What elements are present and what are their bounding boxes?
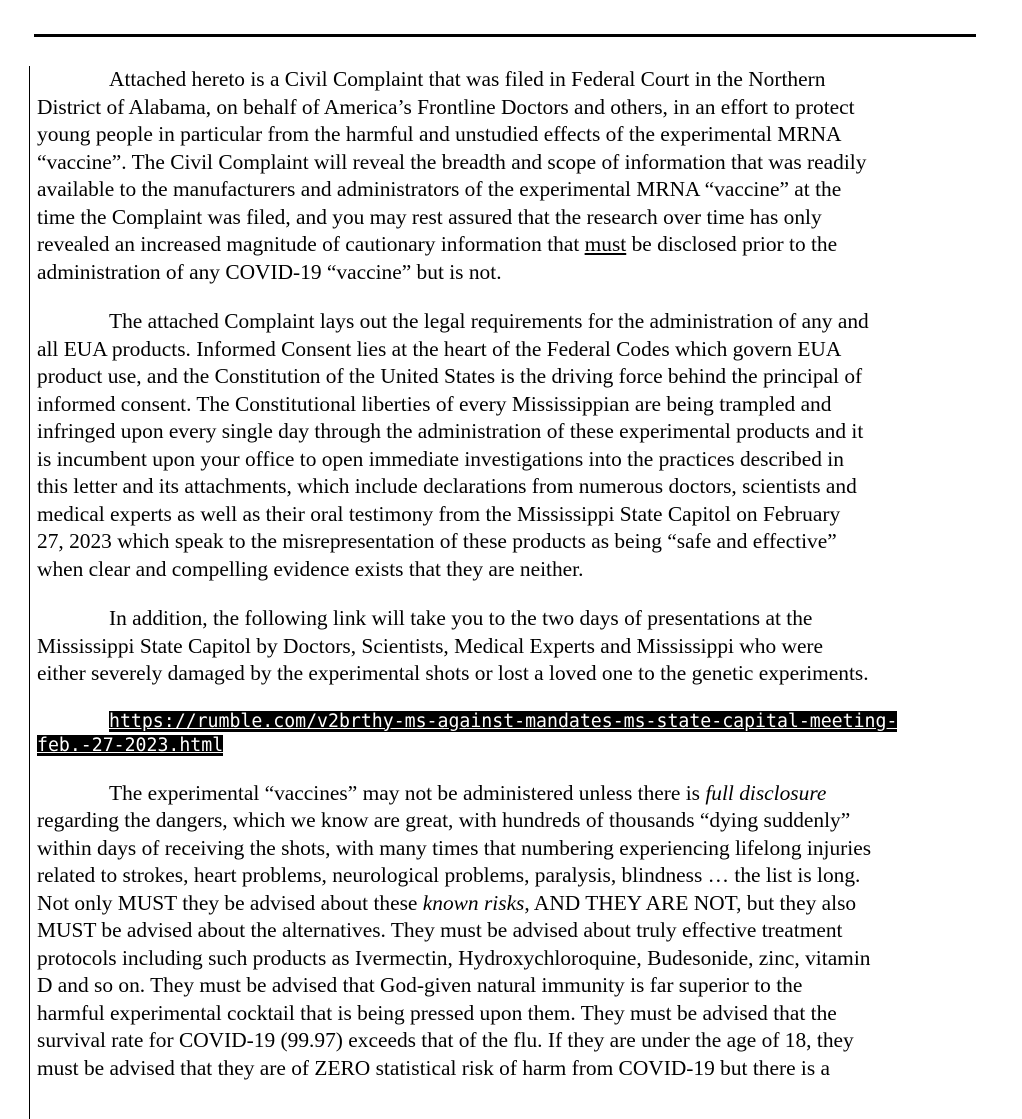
paragraph-4-line-10: survival rate for COVID-19 (99.97) exceeds that of the flu. If they are under the age of 18, they — [37, 1028, 854, 1052]
rumble-link-line-1[interactable] — [37, 710, 997, 734]
paragraph-2-line-2: all EUA products. Informed Consent lies at the heart of the Federal Codes which govern EUA — [37, 336, 842, 361]
paragraph-2 — [37, 308, 997, 583]
paragraph-2-line-7: this letter and its attachments, which include declarations from numerous doctors, scientists and — [37, 474, 857, 498]
paragraph-4-line-4: related to strokes, heart problems, neurological problems, paralysis, blindness … the list is long. — [37, 863, 861, 887]
underlined-must: must — [584, 232, 627, 256]
rumble-link-block — [37, 710, 997, 758]
paragraph-3-line-1: In addition, the following link will take you to the two days of presentations at the — [109, 606, 813, 630]
paragraph-4-line-9: harmful experimental cocktail that is being pressed upon them. They must be advised that the — [37, 1000, 837, 1025]
paragraph-4 — [37, 780, 997, 1083]
paragraph-2-line-5: infringed upon every single day through the administration of these experimental products and it — [37, 419, 864, 443]
paragraph-3 — [37, 605, 997, 688]
rumble-link-part-2[interactable]: feb.-27-2023.html — [37, 734, 224, 756]
paragraph-1-line-8: administration of any COVID-19 “vaccine” but is not. — [37, 259, 502, 284]
paragraph-2-line-3: product use, and the Constitution of the United States is the driving force behind the principal of — [37, 364, 863, 388]
paragraph-2-line-8: medical experts as well as their oral testimony from the Mississippi State Capitol on February — [37, 501, 841, 526]
paragraph-4-line-7: protocols including such products as Ivermectin, Hydroxychloroquine, Budesonide, zinc, vitamin — [37, 945, 871, 970]
paragraph-1-line-5: available to the manufacturers and administrators of the experimental MRNA “vaccine” at the — [37, 177, 842, 201]
letter-body — [37, 66, 997, 1082]
paragraph-2-line-10: when clear and compelling evidence exists that they are neither. — [37, 556, 584, 581]
italic-full-disclosure: full disclosure — [705, 780, 827, 805]
top-horizontal-rule — [34, 34, 976, 37]
rumble-link-line-2[interactable] — [37, 734, 997, 758]
paragraph-4-line-3: within days of receiving the shots, with many times that numbering experiencing lifelong injuries — [37, 835, 872, 860]
paragraph-1-line-4: “vaccine”. The Civil Complaint will reveal the breadth and scope of information that was readily — [37, 149, 867, 174]
paragraph-2-line-4: informed consent. The Constitutional liberties of every Mississippian are being trampled and — [37, 391, 832, 416]
paragraph-1 — [37, 66, 997, 286]
paragraph-4-line-11: must be advised that they are of ZERO statistical risk of harm from COVID-19 but there is a — [37, 1055, 831, 1080]
paragraph-2-line-1: The attached Complaint lays out the legal requirements for the administration of any and — [109, 309, 869, 333]
paragraph-4-line-5: Not only MUST they be advised about these known risks, AND THEY ARE NOT, but they also — [37, 890, 857, 915]
rumble-link-part-1[interactable]: https://rumble.com/v2brthy-ms-against-mandates-ms-state-capital-meeting- — [109, 710, 898, 732]
paragraph-1-line-1: Attached hereto is a Civil Complaint that was filed in Federal Court in the Northern — [109, 67, 826, 91]
paragraph-4-line-1: The experimental “vaccines” may not be administered unless there is full disclosure — [109, 780, 827, 805]
paragraph-2-line-9: 27, 2023 which speak to the misrepresentation of these products as being “safe and effective” — [37, 529, 837, 553]
paragraph-1-line-6: time the Complaint was filed, and you may rest assured that the research over time has only — [37, 204, 822, 229]
italic-known-risks: known risks — [422, 890, 525, 915]
paragraph-1-line-3: young people in particular from the harmful and unstudied effects of the experimental MRNA — [37, 122, 842, 146]
paragraph-1-line-2: District of Alabama, on behalf of America’s Frontline Doctors and others, in an effort to protect — [37, 94, 855, 119]
paragraph-4-line-2: regarding the dangers, which we know are great, with hundreds of thousands “dying suddenly” — [37, 808, 851, 832]
paragraph-4-line-8: D and so on. They must be advised that God-given natural immunity is far superior to the — [37, 973, 803, 997]
paragraph-1-line-7: revealed an increased magnitude of cautionary information that must be disclosed prior to the — [37, 232, 838, 256]
paragraph-2-line-6: is incumbent upon your office to open immediate investigations into the practices described in — [37, 446, 844, 471]
left-margin-rule — [29, 66, 30, 1119]
paragraph-3-line-2: Mississippi State Capitol by Doctors, Scientists, Medical Experts and Mississippi who were — [37, 633, 824, 658]
paragraph-4-line-6: MUST be advised about the alternatives. They must be advised about truly effective treatment — [37, 918, 843, 942]
paragraph-3-line-3: either severely damaged by the experimental shots or lost a loved one to the genetic experiments. — [37, 661, 869, 685]
